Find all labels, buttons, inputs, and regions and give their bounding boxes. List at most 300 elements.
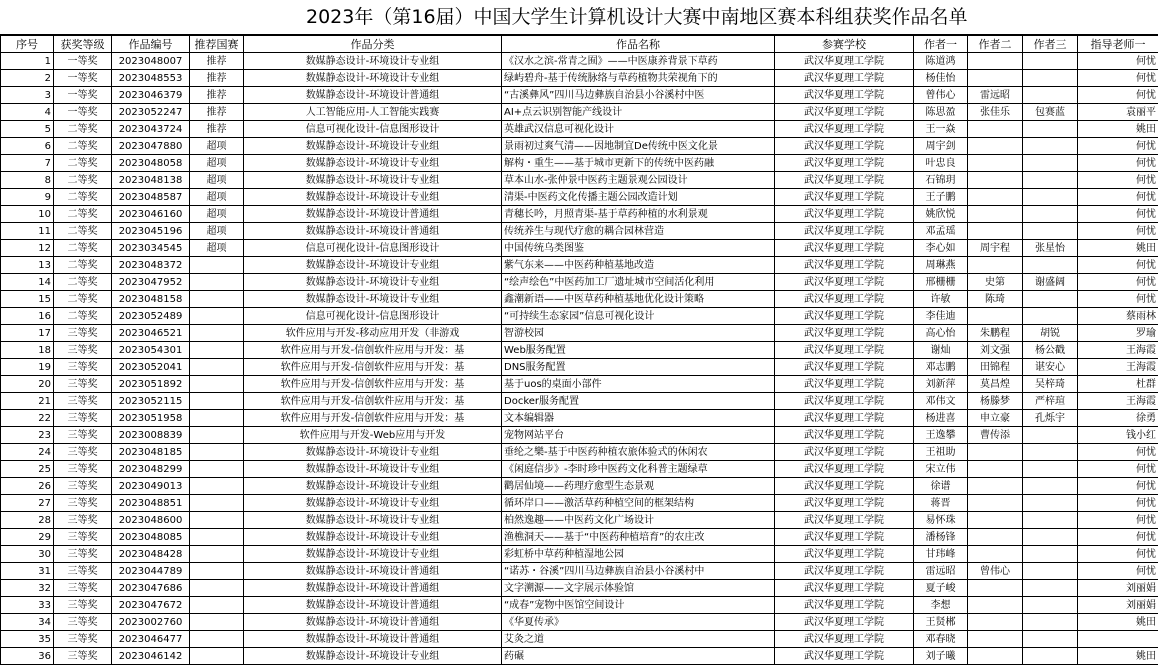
col-entry-name-cell[interactable]: 智游校园 <box>502 325 775 342</box>
col-advisor-1-cell[interactable]: 钱小红 <box>1078 427 1158 444</box>
col-advisor-1-cell[interactable]: 何忧 <box>1078 495 1158 512</box>
col-index-cell[interactable]: 14 <box>1 274 54 291</box>
col-category-cell[interactable]: 数媒静态设计-环境设计专业组 <box>244 444 502 461</box>
col-entry-name-cell[interactable]: 景雨初过爽气清——因地制宜De传统中医文化景 <box>502 138 775 155</box>
col-award-level-cell[interactable]: 二等奖 <box>54 121 112 138</box>
col-index-cell[interactable]: 30 <box>1 546 54 563</box>
col-recommend-cell[interactable] <box>190 614 244 631</box>
col-index-cell[interactable]: 18 <box>1 342 54 359</box>
col-index-cell[interactable]: 11 <box>1 223 54 240</box>
col-entry-id-cell[interactable]: 2023048372 <box>112 257 190 274</box>
col-award-level-cell[interactable]: 三等奖 <box>54 529 112 546</box>
col-author-2-cell[interactable]: 曾伟心 <box>968 563 1023 580</box>
col-category-cell[interactable]: 数媒静态设计-环境设计专业组 <box>244 461 502 478</box>
col-entry-name-cell[interactable]: 柏然逸趣——中医药文化广场设计 <box>502 512 775 529</box>
col-category-cell[interactable]: 软件应用与开发-信创软件应用与开发：基 <box>244 393 502 410</box>
col-author-2-cell[interactable]: 曹传添 <box>968 427 1023 444</box>
col-advisor-1-cell[interactable]: 王海霞 <box>1078 359 1158 376</box>
col-school-cell[interactable]: 武汉华夏理工学院 <box>775 495 914 512</box>
col-recommend-cell[interactable] <box>190 546 244 563</box>
col-recommend-cell[interactable]: 推荐 <box>190 121 244 138</box>
col-entry-id-cell[interactable]: 2023051958 <box>112 410 190 427</box>
col-award-level-cell[interactable]: 一等奖 <box>54 53 112 70</box>
col-advisor-1-cell[interactable]: 王海霞 <box>1078 393 1158 410</box>
col-author-2-cell[interactable]: 刘文强 <box>968 342 1023 359</box>
col-author-1-cell[interactable]: 高心怡 <box>914 325 968 342</box>
col-school-cell[interactable]: 武汉华夏理工学院 <box>775 240 914 257</box>
col-entry-id-cell[interactable]: 2023048587 <box>112 189 190 206</box>
col-award-level-cell[interactable]: 三等奖 <box>54 614 112 631</box>
col-school-cell[interactable]: 武汉华夏理工学院 <box>775 529 914 546</box>
col-entry-id-cell[interactable]: 2023052489 <box>112 308 190 325</box>
col-advisor-1-cell[interactable] <box>1078 631 1158 648</box>
col-author-1-cell[interactable]: 甘玮峰 <box>914 546 968 563</box>
col-entry-name-cell[interactable]: 《汉水之滨-常青之囿》——中医康养背景下草药 <box>502 53 775 70</box>
header-col-entry-id[interactable]: 作品编号 <box>112 36 190 53</box>
col-school-cell[interactable]: 武汉华夏理工学院 <box>775 342 914 359</box>
col-author-1-cell[interactable]: 邢栅栅 <box>914 274 968 291</box>
col-author-1-cell[interactable]: 李想 <box>914 597 968 614</box>
col-index-cell[interactable]: 3 <box>1 87 54 104</box>
col-school-cell[interactable]: 武汉华夏理工学院 <box>775 155 914 172</box>
col-category-cell[interactable]: 软件应用与开发-信创软件应用与开发：基 <box>244 376 502 393</box>
col-recommend-cell[interactable] <box>190 325 244 342</box>
header-col-author-3[interactable]: 作者三 <box>1023 36 1078 53</box>
col-entry-name-cell[interactable]: 宠物网站平台 <box>502 427 775 444</box>
col-entry-name-cell[interactable]: 紫气东来——中医药种植基地改造 <box>502 257 775 274</box>
col-entry-name-cell[interactable]: AI+点云识别智能产线设计 <box>502 104 775 121</box>
col-school-cell[interactable]: 武汉华夏理工学院 <box>775 291 914 308</box>
col-recommend-cell[interactable] <box>190 597 244 614</box>
col-advisor-1-cell[interactable]: 何忧 <box>1078 206 1158 223</box>
col-advisor-1-cell[interactable]: 袁丽平 <box>1078 104 1158 121</box>
col-entry-id-cell[interactable]: 2023047952 <box>112 274 190 291</box>
col-entry-id-cell[interactable]: 2023052247 <box>112 104 190 121</box>
col-category-cell[interactable]: 数媒静态设计-环境设计普通组 <box>244 223 502 240</box>
col-category-cell[interactable]: 软件应用与开发-信创软件应用与开发：基 <box>244 410 502 427</box>
col-author-2-cell[interactable] <box>968 648 1023 665</box>
header-col-author-1[interactable]: 作者一 <box>914 36 968 53</box>
col-award-level-cell[interactable]: 三等奖 <box>54 563 112 580</box>
col-author-2-cell[interactable] <box>968 70 1023 87</box>
col-category-cell[interactable]: 数媒静态设计-环境设计专业组 <box>244 274 502 291</box>
col-index-cell[interactable]: 33 <box>1 597 54 614</box>
col-award-level-cell[interactable]: 三等奖 <box>54 393 112 410</box>
col-award-level-cell[interactable]: 二等奖 <box>54 223 112 240</box>
col-school-cell[interactable]: 武汉华夏理工学院 <box>775 70 914 87</box>
col-category-cell[interactable]: 人工智能应用-人工智能实践赛 <box>244 104 502 121</box>
col-entry-name-cell[interactable]: 《闲庭信步》-李时珍中医药文化科普主题绿草 <box>502 461 775 478</box>
col-entry-id-cell[interactable]: 2023048185 <box>112 444 190 461</box>
col-award-level-cell[interactable]: 二等奖 <box>54 240 112 257</box>
col-award-level-cell[interactable]: 二等奖 <box>54 274 112 291</box>
col-award-level-cell[interactable]: 三等奖 <box>54 546 112 563</box>
col-award-level-cell[interactable]: 一等奖 <box>54 70 112 87</box>
col-author-3-cell[interactable] <box>1023 308 1078 325</box>
col-index-cell[interactable]: 21 <box>1 393 54 410</box>
col-award-level-cell[interactable]: 一等奖 <box>54 104 112 121</box>
col-entry-name-cell[interactable]: 艾灸之道 <box>502 631 775 648</box>
col-index-cell[interactable]: 28 <box>1 512 54 529</box>
col-entry-name-cell[interactable]: 鹳居仙境——药理疗愈型生态景观 <box>502 478 775 495</box>
col-category-cell[interactable]: 数媒静态设计-环境设计专业组 <box>244 648 502 665</box>
col-advisor-1-cell[interactable]: 姚田 <box>1078 240 1158 257</box>
col-advisor-1-cell[interactable]: 何忧 <box>1078 291 1158 308</box>
col-school-cell[interactable]: 武汉华夏理工学院 <box>775 631 914 648</box>
col-author-2-cell[interactable] <box>968 53 1023 70</box>
col-author-2-cell[interactable]: 陈琦 <box>968 291 1023 308</box>
header-col-index[interactable]: 序号 <box>1 36 54 53</box>
col-entry-name-cell[interactable]: 渔樵洞天——基于“中医药种植培育”的农庄改 <box>502 529 775 546</box>
col-advisor-1-cell[interactable]: 何忧 <box>1078 512 1158 529</box>
col-index-cell[interactable]: 9 <box>1 189 54 206</box>
col-author-3-cell[interactable] <box>1023 512 1078 529</box>
col-author-3-cell[interactable] <box>1023 172 1078 189</box>
col-award-level-cell[interactable]: 二等奖 <box>54 189 112 206</box>
col-index-cell[interactable]: 1 <box>1 53 54 70</box>
col-recommend-cell[interactable] <box>190 427 244 444</box>
col-author-1-cell[interactable]: 王一焱 <box>914 121 968 138</box>
col-author-1-cell[interactable]: 杨佳怡 <box>914 70 968 87</box>
col-entry-name-cell[interactable]: “古溪彝风”四川马边彝族自治县小谷溪村中医 <box>502 87 775 104</box>
col-recommend-cell[interactable]: 超项 <box>190 206 244 223</box>
col-category-cell[interactable]: 数媒静态设计-环境设计专业组 <box>244 189 502 206</box>
col-entry-name-cell[interactable]: 青穗长吟，月照青渠-基于草药种植的水利景观 <box>502 206 775 223</box>
col-author-1-cell[interactable]: 李心如 <box>914 240 968 257</box>
col-category-cell[interactable]: 软件应用与开发-Web应用与开发 <box>244 427 502 444</box>
col-advisor-1-cell[interactable]: 何忧 <box>1078 70 1158 87</box>
col-school-cell[interactable]: 武汉华夏理工学院 <box>775 308 914 325</box>
col-recommend-cell[interactable] <box>190 512 244 529</box>
col-entry-id-cell[interactable]: 2023002760 <box>112 614 190 631</box>
col-recommend-cell[interactable]: 超项 <box>190 138 244 155</box>
col-author-2-cell[interactable] <box>968 597 1023 614</box>
col-author-3-cell[interactable]: 张星怡 <box>1023 240 1078 257</box>
col-award-level-cell[interactable]: 三等奖 <box>54 444 112 461</box>
col-author-1-cell[interactable]: 夏子峻 <box>914 580 968 597</box>
col-author-2-cell[interactable] <box>968 614 1023 631</box>
col-advisor-1-cell[interactable]: 刘丽娟 <box>1078 580 1158 597</box>
col-category-cell[interactable]: 数媒静态设计-环境设计专业组 <box>244 478 502 495</box>
col-school-cell[interactable]: 武汉华夏理工学院 <box>775 104 914 121</box>
col-author-1-cell[interactable]: 刘子曦 <box>914 648 968 665</box>
col-entry-name-cell[interactable]: 解构・重生——基于城市更新下的传统中医药融 <box>502 155 775 172</box>
col-recommend-cell[interactable]: 超项 <box>190 223 244 240</box>
col-award-level-cell[interactable]: 二等奖 <box>54 308 112 325</box>
col-school-cell[interactable]: 武汉华夏理工学院 <box>775 206 914 223</box>
col-author-2-cell[interactable] <box>968 172 1023 189</box>
col-index-cell[interactable]: 31 <box>1 563 54 580</box>
col-author-1-cell[interactable]: 邓伟文 <box>914 393 968 410</box>
col-recommend-cell[interactable]: 推荐 <box>190 104 244 121</box>
col-recommend-cell[interactable] <box>190 631 244 648</box>
col-category-cell[interactable]: 数媒静态设计-环境设计专业组 <box>244 138 502 155</box>
col-author-3-cell[interactable]: 孔烁宇 <box>1023 410 1078 427</box>
col-advisor-1-cell[interactable]: 何忧 <box>1078 444 1158 461</box>
col-index-cell[interactable]: 23 <box>1 427 54 444</box>
col-advisor-1-cell[interactable]: 何忧 <box>1078 274 1158 291</box>
col-advisor-1-cell[interactable]: 何忧 <box>1078 223 1158 240</box>
col-index-cell[interactable]: 16 <box>1 308 54 325</box>
col-school-cell[interactable]: 武汉华夏理工学院 <box>775 189 914 206</box>
col-category-cell[interactable]: 信息可视化设计-信息图形设计 <box>244 121 502 138</box>
col-school-cell[interactable]: 武汉华夏理工学院 <box>775 172 914 189</box>
col-school-cell[interactable]: 武汉华夏理工学院 <box>775 597 914 614</box>
col-recommend-cell[interactable]: 超项 <box>190 189 244 206</box>
col-award-level-cell[interactable]: 二等奖 <box>54 138 112 155</box>
col-recommend-cell[interactable] <box>190 478 244 495</box>
col-author-3-cell[interactable] <box>1023 529 1078 546</box>
col-entry-id-cell[interactable]: 2023048007 <box>112 53 190 70</box>
col-author-1-cell[interactable]: 曾伟心 <box>914 87 968 104</box>
col-recommend-cell[interactable] <box>190 563 244 580</box>
col-author-2-cell[interactable] <box>968 461 1023 478</box>
col-index-cell[interactable]: 17 <box>1 325 54 342</box>
col-award-level-cell[interactable]: 三等奖 <box>54 461 112 478</box>
col-award-level-cell[interactable]: 三等奖 <box>54 580 112 597</box>
col-advisor-1-cell[interactable]: 何忧 <box>1078 529 1158 546</box>
col-author-1-cell[interactable]: 邓春晓 <box>914 631 968 648</box>
col-category-cell[interactable]: 数媒静态设计-环境设计普通组 <box>244 580 502 597</box>
col-entry-id-cell[interactable]: 2023052041 <box>112 359 190 376</box>
col-award-level-cell[interactable]: 三等奖 <box>54 495 112 512</box>
col-advisor-1-cell[interactable]: 徐勇 <box>1078 410 1158 427</box>
col-award-level-cell[interactable]: 二等奖 <box>54 257 112 274</box>
col-category-cell[interactable]: 软件应用与开发-移动应用开发（非游戏 <box>244 325 502 342</box>
col-entry-id-cell[interactable]: 2023044789 <box>112 563 190 580</box>
col-entry-name-cell[interactable]: 中国传统乌类图鉴 <box>502 240 775 257</box>
col-index-cell[interactable]: 12 <box>1 240 54 257</box>
col-advisor-1-cell[interactable]: 何忧 <box>1078 461 1158 478</box>
col-author-3-cell[interactable]: 杨公戳 <box>1023 342 1078 359</box>
col-category-cell[interactable]: 软件应用与开发-信创软件应用与开发：基 <box>244 342 502 359</box>
col-author-2-cell[interactable]: 周宇程 <box>968 240 1023 257</box>
col-author-3-cell[interactable] <box>1023 614 1078 631</box>
col-entry-id-cell[interactable]: 2023048600 <box>112 512 190 529</box>
col-category-cell[interactable]: 数媒静态设计-环境设计专业组 <box>244 172 502 189</box>
col-school-cell[interactable]: 武汉华夏理工学院 <box>775 478 914 495</box>
col-entry-name-cell[interactable]: Docker服务配置 <box>502 393 775 410</box>
col-award-level-cell[interactable]: 三等奖 <box>54 648 112 665</box>
col-advisor-1-cell[interactable]: 杜群 <box>1078 376 1158 393</box>
col-author-1-cell[interactable]: 潘杨锋 <box>914 529 968 546</box>
col-author-3-cell[interactable] <box>1023 580 1078 597</box>
col-entry-name-cell[interactable]: “可持续生态家园”信息可视化设计 <box>502 308 775 325</box>
col-index-cell[interactable]: 15 <box>1 291 54 308</box>
col-entry-name-cell[interactable]: DNS服务配置 <box>502 359 775 376</box>
col-author-3-cell[interactable] <box>1023 546 1078 563</box>
col-author-2-cell[interactable]: 莫昌煌 <box>968 376 1023 393</box>
col-recommend-cell[interactable] <box>190 376 244 393</box>
col-author-1-cell[interactable]: 李佳迪 <box>914 308 968 325</box>
col-category-cell[interactable]: 数媒静态设计-环境设计普通组 <box>244 614 502 631</box>
col-entry-id-cell[interactable]: 2023048553 <box>112 70 190 87</box>
col-category-cell[interactable]: 数媒静态设计-环境设计普通组 <box>244 597 502 614</box>
col-index-cell[interactable]: 32 <box>1 580 54 597</box>
col-entry-id-cell[interactable]: 2023048058 <box>112 155 190 172</box>
col-school-cell[interactable]: 武汉华夏理工学院 <box>775 461 914 478</box>
col-author-1-cell[interactable]: 王贤郴 <box>914 614 968 631</box>
col-index-cell[interactable]: 36 <box>1 648 54 665</box>
col-index-cell[interactable]: 29 <box>1 529 54 546</box>
col-index-cell[interactable]: 7 <box>1 155 54 172</box>
col-author-3-cell[interactable] <box>1023 631 1078 648</box>
col-index-cell[interactable]: 24 <box>1 444 54 461</box>
col-author-3-cell[interactable] <box>1023 291 1078 308</box>
col-index-cell[interactable]: 2 <box>1 70 54 87</box>
col-advisor-1-cell[interactable]: 何忧 <box>1078 257 1158 274</box>
col-award-level-cell[interactable]: 三等奖 <box>54 478 112 495</box>
col-recommend-cell[interactable]: 推荐 <box>190 87 244 104</box>
col-index-cell[interactable]: 6 <box>1 138 54 155</box>
col-school-cell[interactable]: 武汉华夏理工学院 <box>775 393 914 410</box>
col-author-1-cell[interactable]: 王子鹏 <box>914 189 968 206</box>
col-recommend-cell[interactable]: 超项 <box>190 240 244 257</box>
col-author-1-cell[interactable]: 雷远昭 <box>914 563 968 580</box>
col-author-3-cell[interactable] <box>1023 223 1078 240</box>
col-recommend-cell[interactable] <box>190 529 244 546</box>
col-recommend-cell[interactable] <box>190 291 244 308</box>
col-author-3-cell[interactable] <box>1023 597 1078 614</box>
col-advisor-1-cell[interactable]: 何忧 <box>1078 478 1158 495</box>
col-award-level-cell[interactable]: 三等奖 <box>54 512 112 529</box>
col-author-3-cell[interactable] <box>1023 189 1078 206</box>
header-col-advisor-1[interactable]: 指导老师一 <box>1078 36 1158 53</box>
col-category-cell[interactable]: 数媒静态设计-环境设计专业组 <box>244 291 502 308</box>
col-author-1-cell[interactable]: 石锦玥 <box>914 172 968 189</box>
col-author-3-cell[interactable] <box>1023 206 1078 223</box>
col-index-cell[interactable]: 19 <box>1 359 54 376</box>
col-category-cell[interactable]: 数媒静态设计-环境设计专业组 <box>244 53 502 70</box>
col-recommend-cell[interactable] <box>190 648 244 665</box>
col-category-cell[interactable]: 数媒静态设计-环境设计普通组 <box>244 563 502 580</box>
col-author-3-cell[interactable] <box>1023 257 1078 274</box>
col-author-3-cell[interactable] <box>1023 478 1078 495</box>
col-author-3-cell[interactable]: 胡锐 <box>1023 325 1078 342</box>
col-author-3-cell[interactable]: 谢盛阔 <box>1023 274 1078 291</box>
col-award-level-cell[interactable]: 三等奖 <box>54 342 112 359</box>
col-school-cell[interactable]: 武汉华夏理工学院 <box>775 359 914 376</box>
col-advisor-1-cell[interactable]: 姚田 <box>1078 614 1158 631</box>
col-author-2-cell[interactable]: 田锦程 <box>968 359 1023 376</box>
col-advisor-1-cell[interactable]: 姚田 <box>1078 121 1158 138</box>
col-school-cell[interactable]: 武汉华夏理工学院 <box>775 614 914 631</box>
col-index-cell[interactable]: 26 <box>1 478 54 495</box>
col-recommend-cell[interactable] <box>190 495 244 512</box>
col-advisor-1-cell[interactable]: 何忧 <box>1078 87 1158 104</box>
col-entry-name-cell[interactable]: 彩虹桥中草药种植湿地公园 <box>502 546 775 563</box>
col-author-3-cell[interactable] <box>1023 648 1078 665</box>
col-entry-id-cell[interactable]: 2023046521 <box>112 325 190 342</box>
col-category-cell[interactable]: 数媒静态设计-环境设计普通组 <box>244 206 502 223</box>
col-award-level-cell[interactable]: 二等奖 <box>54 291 112 308</box>
col-entry-id-cell[interactable]: 2023046477 <box>112 631 190 648</box>
col-advisor-1-cell[interactable]: 何忧 <box>1078 172 1158 189</box>
col-advisor-1-cell[interactable]: 何忧 <box>1078 155 1158 172</box>
col-author-2-cell[interactable] <box>968 155 1023 172</box>
col-entry-id-cell[interactable]: 2023051892 <box>112 376 190 393</box>
col-author-2-cell[interactable] <box>968 189 1023 206</box>
col-recommend-cell[interactable]: 推荐 <box>190 53 244 70</box>
col-author-2-cell[interactable] <box>968 495 1023 512</box>
col-school-cell[interactable]: 武汉华夏理工学院 <box>775 87 914 104</box>
col-entry-id-cell[interactable]: 2023054301 <box>112 342 190 359</box>
col-author-1-cell[interactable]: 杨进喜 <box>914 410 968 427</box>
col-category-cell[interactable]: 数媒静态设计-环境设计专业组 <box>244 529 502 546</box>
col-school-cell[interactable]: 武汉华夏理工学院 <box>775 410 914 427</box>
col-school-cell[interactable]: 武汉华夏理工学院 <box>775 563 914 580</box>
col-index-cell[interactable]: 25 <box>1 461 54 478</box>
col-entry-name-cell[interactable]: “诺苏・谷溪”四川马边彝族自治县小谷溪村中 <box>502 563 775 580</box>
col-category-cell[interactable]: 数媒静态设计-环境设计普通组 <box>244 87 502 104</box>
col-entry-name-cell[interactable]: 文字溯源——文字展示体验馆 <box>502 580 775 597</box>
col-index-cell[interactable]: 4 <box>1 104 54 121</box>
col-author-2-cell[interactable] <box>968 512 1023 529</box>
col-advisor-1-cell[interactable]: 何忧 <box>1078 138 1158 155</box>
col-index-cell[interactable]: 35 <box>1 631 54 648</box>
col-entry-id-cell[interactable]: 2023048851 <box>112 495 190 512</box>
col-author-2-cell[interactable]: 杨滕梦 <box>968 393 1023 410</box>
col-entry-id-cell[interactable]: 2023043724 <box>112 121 190 138</box>
col-index-cell[interactable]: 20 <box>1 376 54 393</box>
col-index-cell[interactable]: 5 <box>1 121 54 138</box>
col-award-level-cell[interactable]: 二等奖 <box>54 155 112 172</box>
col-author-1-cell[interactable]: 姚欣悦 <box>914 206 968 223</box>
col-entry-name-cell[interactable]: 鑫潮新语——中医草药种植基地优化设计策略 <box>502 291 775 308</box>
col-entry-id-cell[interactable]: 2023045196 <box>112 223 190 240</box>
col-award-level-cell[interactable]: 三等奖 <box>54 410 112 427</box>
col-category-cell[interactable]: 数媒静态设计-环境设计专业组 <box>244 70 502 87</box>
col-author-1-cell[interactable]: 陈思盈 <box>914 104 968 121</box>
col-entry-id-cell[interactable]: 2023048428 <box>112 546 190 563</box>
col-award-level-cell[interactable]: 三等奖 <box>54 359 112 376</box>
col-entry-name-cell[interactable]: Web服务配置 <box>502 342 775 359</box>
col-author-2-cell[interactable] <box>968 631 1023 648</box>
col-school-cell[interactable]: 武汉华夏理工学院 <box>775 444 914 461</box>
col-author-3-cell[interactable] <box>1023 495 1078 512</box>
col-recommend-cell[interactable] <box>190 580 244 597</box>
col-author-2-cell[interactable] <box>968 223 1023 240</box>
col-author-3-cell[interactable] <box>1023 87 1078 104</box>
col-author-1-cell[interactable]: 叶忠良 <box>914 155 968 172</box>
col-author-1-cell[interactable]: 周琳燕 <box>914 257 968 274</box>
col-author-1-cell[interactable]: 邓孟瑶 <box>914 223 968 240</box>
col-school-cell[interactable]: 武汉华夏理工学院 <box>775 325 914 342</box>
col-author-3-cell[interactable]: 严梓瑄 <box>1023 393 1078 410</box>
col-entry-id-cell[interactable]: 2023046160 <box>112 206 190 223</box>
col-recommend-cell[interactable] <box>190 257 244 274</box>
col-category-cell[interactable]: 数媒静态设计-环境设计专业组 <box>244 512 502 529</box>
col-author-2-cell[interactable] <box>968 138 1023 155</box>
col-author-3-cell[interactable] <box>1023 427 1078 444</box>
col-award-level-cell[interactable]: 三等奖 <box>54 631 112 648</box>
col-entry-id-cell[interactable]: 2023046142 <box>112 648 190 665</box>
col-author-3-cell[interactable] <box>1023 563 1078 580</box>
col-index-cell[interactable]: 27 <box>1 495 54 512</box>
col-award-level-cell[interactable]: 三等奖 <box>54 597 112 614</box>
col-author-2-cell[interactable]: 申立豪 <box>968 410 1023 427</box>
col-category-cell[interactable]: 数媒静态设计-环境设计专业组 <box>244 495 502 512</box>
col-author-2-cell[interactable] <box>968 308 1023 325</box>
col-award-level-cell[interactable]: 三等奖 <box>54 325 112 342</box>
col-entry-id-cell[interactable]: 2023046379 <box>112 87 190 104</box>
col-recommend-cell[interactable]: 推荐 <box>190 70 244 87</box>
col-index-cell[interactable]: 34 <box>1 614 54 631</box>
col-author-1-cell[interactable]: 许敏 <box>914 291 968 308</box>
col-award-level-cell[interactable]: 二等奖 <box>54 206 112 223</box>
col-recommend-cell[interactable] <box>190 359 244 376</box>
col-category-cell[interactable]: 数媒静态设计-环境设计专业组 <box>244 546 502 563</box>
